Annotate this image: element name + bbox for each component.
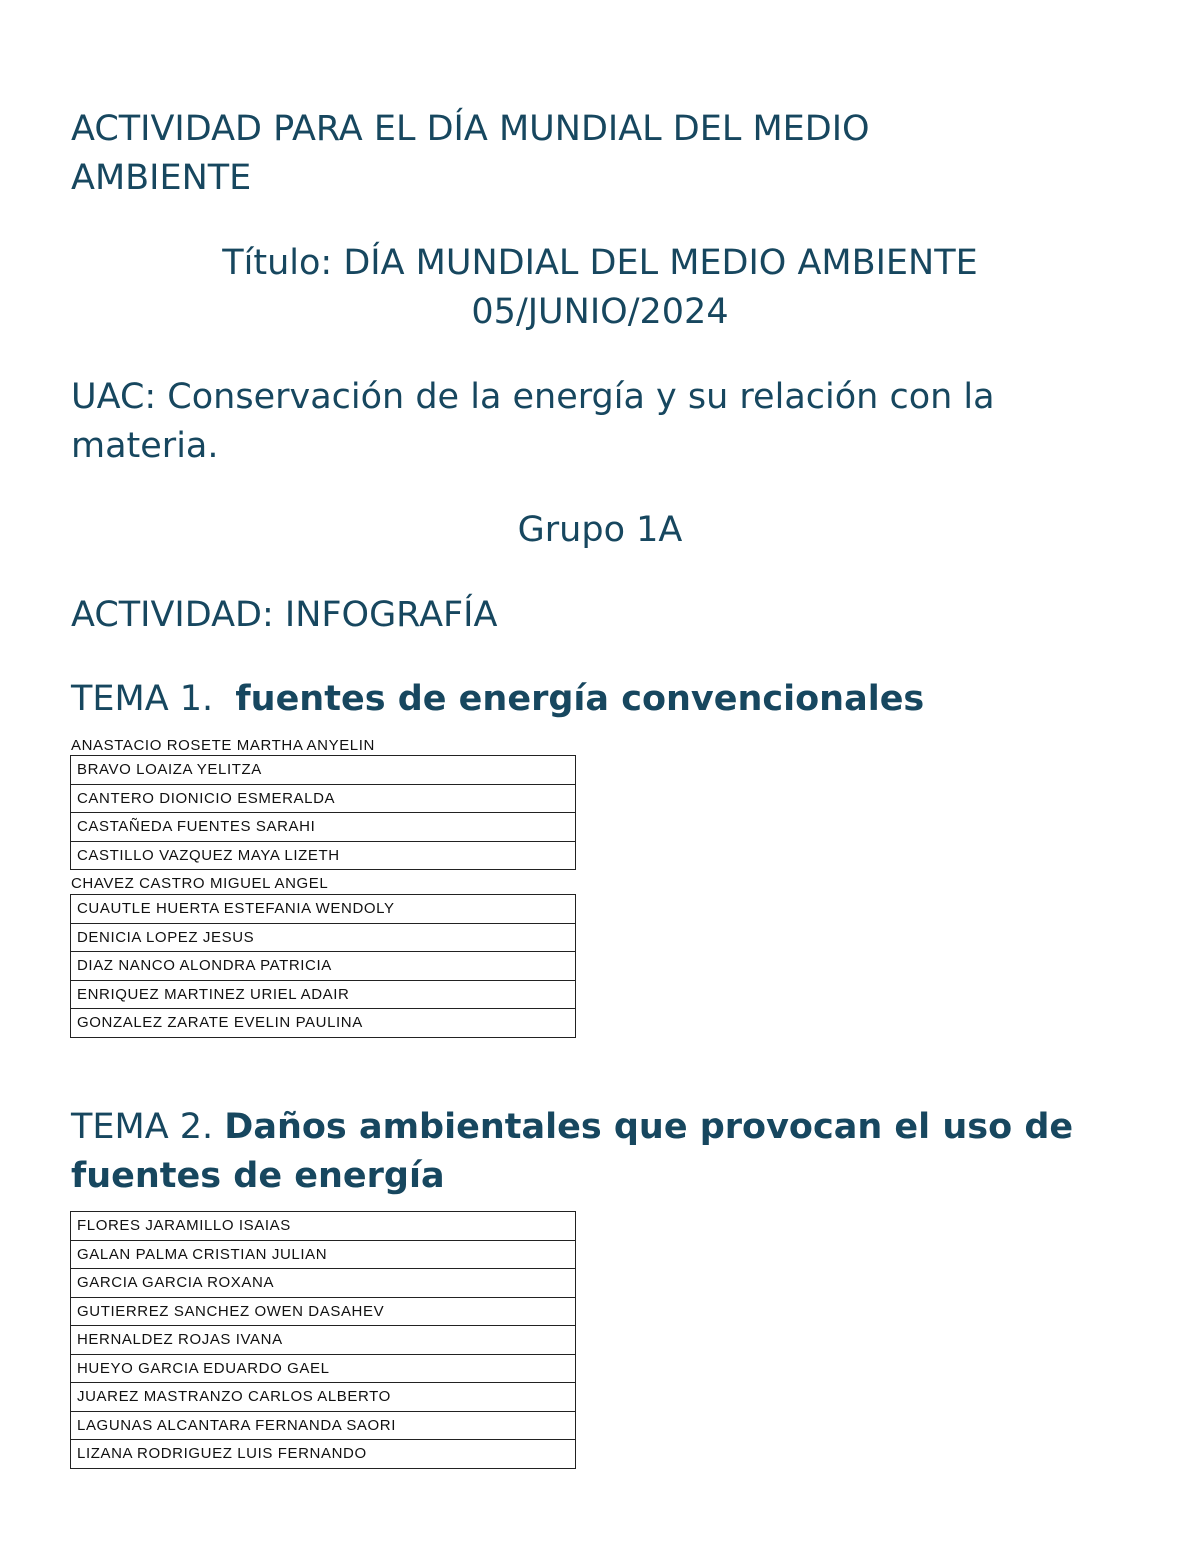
table-row — [71, 1009, 576, 1038]
table-cell: GALAN PALMA CRISTIAN JULIAN — [71, 1240, 576, 1269]
table-cell: LAGUNAS ALCANTARA FERNANDA SAORI — [71, 1411, 576, 1440]
table-cell: CUAUTLE HUERTA ESTEFANIA WENDOLY — [71, 895, 576, 924]
table-row — [71, 980, 576, 1009]
tema1-table-b — [70, 894, 576, 1038]
tema1-prefix: TEMA 1. — [71, 679, 214, 719]
table-row — [71, 1240, 576, 1269]
table-cell: DENICIA LOPEZ JESUS — [71, 923, 576, 952]
table-cell: DIAZ NANCO ALONDRA PATRICIA — [71, 952, 576, 981]
table-row — [71, 841, 576, 870]
table-cell: ENRIQUEZ MARTINEZ URIEL ADAIR — [71, 980, 576, 1009]
table-cell: CASTILLO VAZQUEZ MAYA LIZETH — [71, 841, 576, 870]
table-cell: GUTIERREZ SANCHEZ OWEN DASAHEV — [71, 1297, 576, 1326]
table-row — [71, 952, 576, 981]
table-cell: CASTAÑEDA FUENTES SARAHI — [71, 813, 576, 842]
table-row — [71, 1212, 576, 1241]
tema1-leading-name: ANASTACIO ROSETE MARTHA ANYELIN — [71, 737, 375, 754]
activity-title: ACTIVIDAD PARA EL DÍA MUNDIAL DEL MEDIO AMBIENTE — [71, 109, 870, 198]
table-row — [71, 784, 576, 813]
tema1-heading — [71, 675, 924, 724]
tema2-title: Daños ambientales que provocan el uso de fuentes de energía — [71, 1107, 1074, 1196]
titulo-line: Título: DÍA MUNDIAL DEL MEDIO AMBIENTE — [222, 243, 978, 283]
table-cell: BRAVO LOAIZA YELITZA — [71, 756, 576, 785]
table-cell: LIZANA RODRIGUEZ LUIS FERNANDO — [71, 1440, 576, 1469]
tema1-middle-name: CHAVEZ CASTRO MIGUEL ANGEL — [71, 875, 329, 892]
table-row — [71, 895, 576, 924]
table-cell: JUAREZ MASTRANZO CARLOS ALBERTO — [71, 1383, 576, 1412]
tema1-title: fuentes de energía convencionales — [235, 679, 925, 719]
tema1-table-a — [70, 755, 576, 870]
uac-line: UAC: Conservación de la energía y su relación con la materia. — [71, 377, 995, 466]
table-row — [71, 923, 576, 952]
group-label: Grupo 1A — [517, 510, 683, 550]
activity-label: ACTIVIDAD: INFOGRAFÍA — [71, 595, 498, 635]
table-row — [71, 1326, 576, 1355]
table-row — [71, 813, 576, 842]
table-row — [71, 1354, 576, 1383]
table-row — [71, 1411, 576, 1440]
table-row — [71, 756, 576, 785]
table-cell: FLORES JARAMILLO ISAIAS — [71, 1212, 576, 1241]
table-cell: CANTERO DIONICIO ESMERALDA — [71, 784, 576, 813]
table-cell: HERNALDEZ ROJAS IVANA — [71, 1326, 576, 1355]
table-row — [71, 1383, 576, 1412]
table-cell: GONZALEZ ZARATE EVELIN PAULINA — [71, 1009, 576, 1038]
tema2-table — [70, 1211, 576, 1469]
table-row — [71, 1297, 576, 1326]
table-cell: HUEYO GARCIA EDUARDO GAEL — [71, 1354, 576, 1383]
table-row — [71, 1269, 576, 1298]
tema2-prefix: TEMA 2. — [71, 1107, 214, 1147]
tema2-heading — [71, 1103, 1151, 1201]
table-cell: GARCIA GARCIA ROXANA — [71, 1269, 576, 1298]
table-row — [71, 1440, 576, 1469]
date-line: 05/JUNIO/2024 — [471, 292, 729, 332]
